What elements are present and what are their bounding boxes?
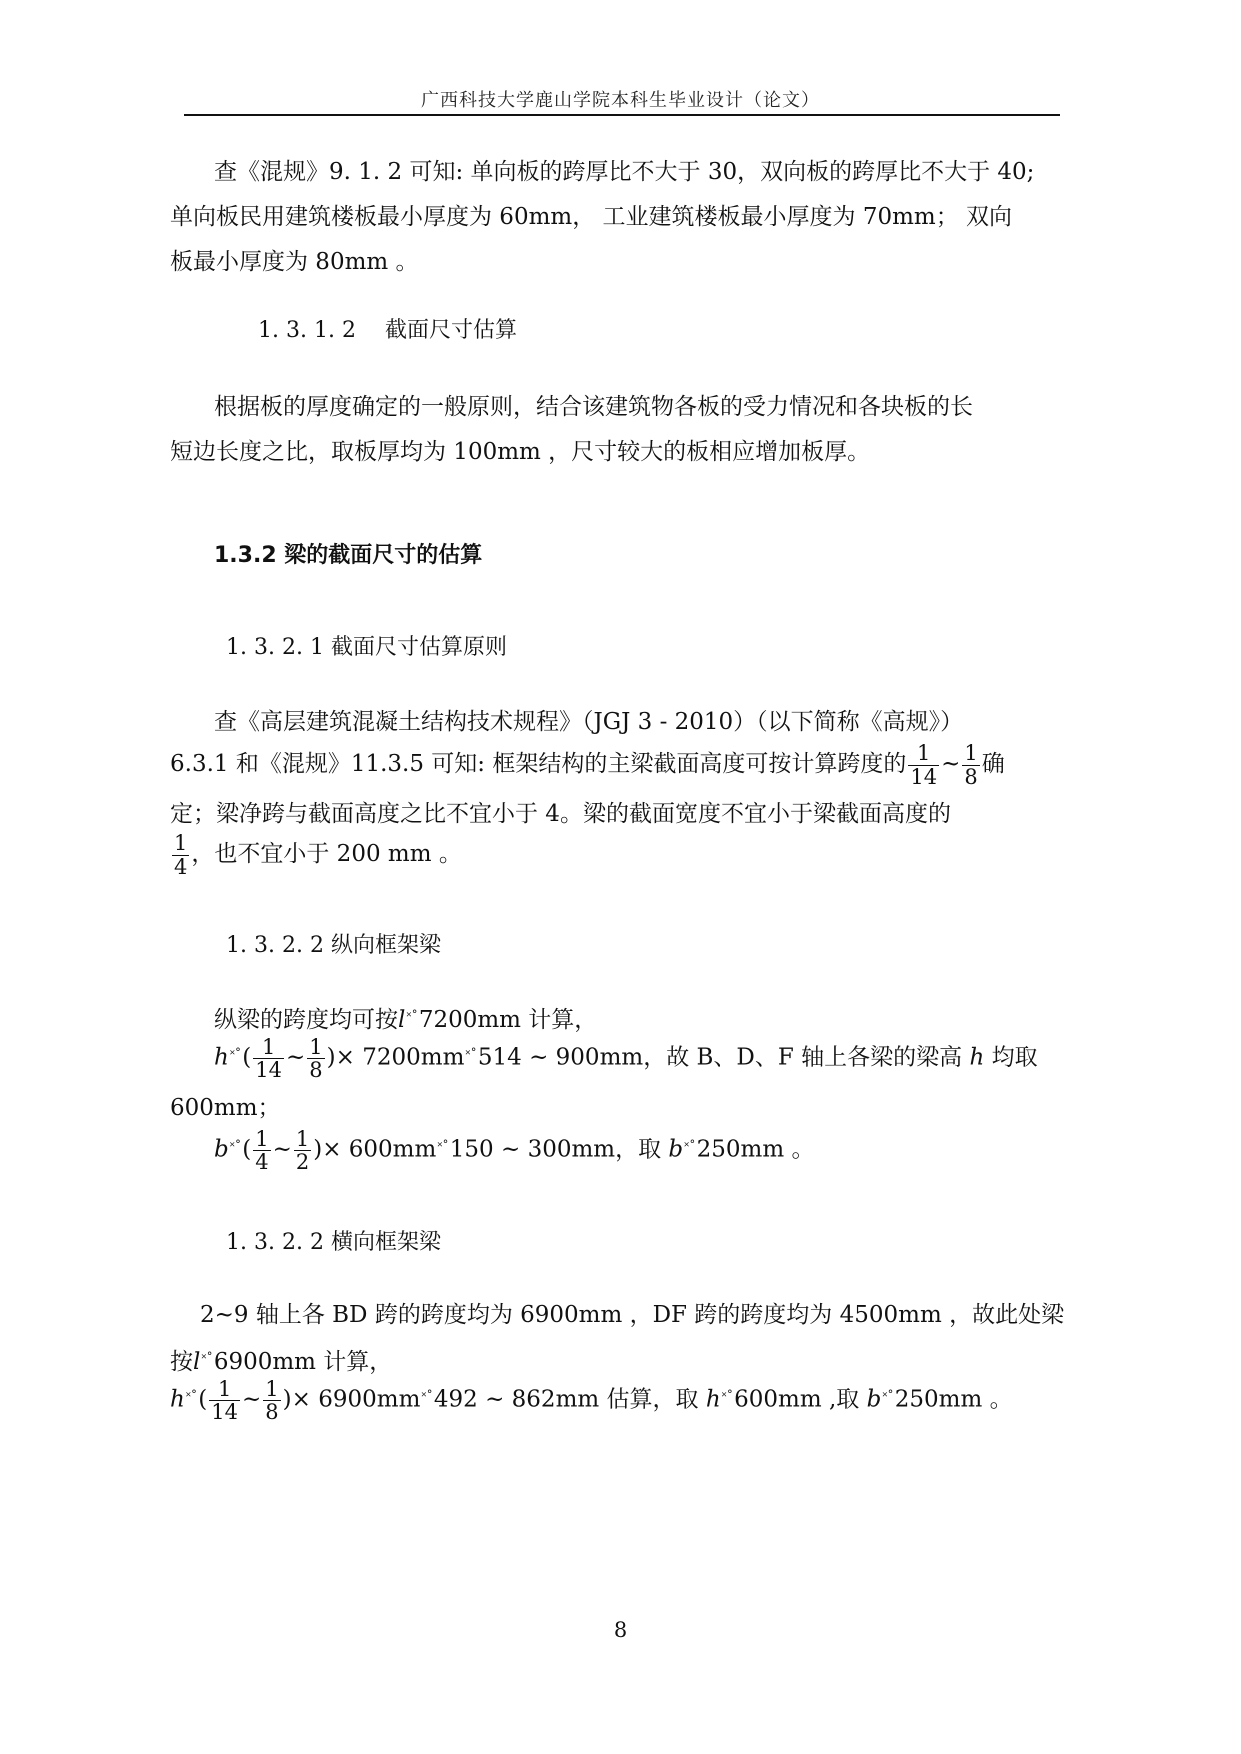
fraction-1-4 — [172, 832, 189, 877]
eq2-tail: ，取 — [615, 1136, 662, 1163]
page-number: 8 — [613, 1618, 628, 1642]
equals-glyph: ˟˚ — [437, 1139, 449, 1155]
fraction-numerator: 1 — [265, 1377, 279, 1401]
section-heading-1321: 1. 3. 2. 1 截面尺寸估算原则 — [226, 635, 507, 660]
section-heading-1312: 1. 3. 1. 2 截面尺寸估算 — [258, 318, 517, 343]
para3-line1: 查《高层建筑混凝土结构技术规程》（JGJ 3 - 2010）（以下简称《高规》） — [214, 709, 964, 735]
section-heading-1322-transverse: 1. 3. 2. 2 横向框架梁 — [226, 1230, 441, 1255]
var-l: l — [193, 1349, 201, 1375]
var-h: h — [214, 1044, 229, 1071]
fraction-1-14 — [253, 1036, 284, 1081]
para4-line1-value: 7200mm 计算， — [418, 1007, 598, 1033]
equals-glyph: ˟˚ — [185, 1389, 198, 1405]
fraction-denominator: 8 — [265, 1400, 279, 1425]
fraction-numerator: 1 — [174, 831, 188, 856]
para5-line2-value: 6900mm 计算， — [213, 1349, 393, 1375]
fraction-numerator: 1 — [964, 741, 978, 766]
para5-line1: 2~9 轴上各 BD 跨的跨度均为 6900mm ，DF 跨的跨度均为 4500mm ，故此处梁 — [200, 1302, 1065, 1328]
para2-line2: 短边长度之比，取板厚均为 100mm ，尺寸较大的板相应增加板厚。 — [170, 439, 871, 465]
eq3-rhs: × 6900mm — [291, 1386, 421, 1413]
para3-line2-text: 6.3.1 和《混规》11.3.5 可知: 框架结构的主梁截面高度可按计算跨度的 — [170, 751, 907, 777]
para3-line4-text: ，也不宜小于 200 mm 。 — [191, 841, 462, 867]
var-b: b — [668, 1136, 684, 1163]
fraction-1-8 — [263, 1378, 280, 1423]
var-h: h — [969, 1044, 985, 1071]
equation-h-transverse: h˟˚( $\frac{1}{14}$ ~ $\frac{1}{8}$ )× 6900mm˟˚492 ~ 862mm 估算，取 h˟˚600mm ,取 b˟˚250mm 。 — [170, 1377, 1013, 1425]
fraction-denominator: 14 — [211, 1400, 239, 1425]
equals-glyph: ˟˚ — [229, 1139, 242, 1155]
para1-line1: 查《混规》9. 1. 2 可知: 单向板的跨厚比不大于 30，双向板的跨厚比不大于 40; — [214, 159, 1035, 185]
equals-glyph: ˟˚ — [721, 1389, 734, 1405]
section-heading-132: 1.3.2 梁的截面尺寸的估算 — [214, 543, 483, 568]
para5-line2-text: 按 — [170, 1349, 193, 1375]
fraction-denominator: 4 — [174, 854, 188, 879]
para2-line1: 根据板的厚度确定的一般原则，结合该建筑物各板的受力情况和各块板的长 — [214, 394, 973, 420]
eq3-b-value: 250mm 。 — [894, 1386, 1013, 1413]
eq3-h-value: 600mm ,取 — [734, 1386, 860, 1413]
var-b: b — [866, 1386, 882, 1413]
equals-glyph: ˟˚ — [465, 1047, 477, 1063]
para4-line1-text: 纵梁的跨度均可按 — [214, 1007, 398, 1033]
para1-line2: 单向板民用建筑楼板最小厚度为 60mm， 工业建筑楼板最小厚度为 70mm； 双向 — [170, 204, 1013, 230]
eq1-tail: ，故 B、D、F 轴上各梁的梁高 — [643, 1044, 963, 1071]
fraction-numerator: 1 — [255, 1127, 269, 1151]
eq3-result: 492 ~ 862mm 估算，取 — [433, 1386, 699, 1413]
section-heading-1322-longitudinal: 1. 3. 2. 2 纵向框架梁 — [226, 933, 441, 958]
para1-line3: 板最小厚度为 80mm 。 — [170, 249, 419, 275]
equation-h-longitudinal: h˟˚( $\frac{1}{14}$ ~ $\frac{1}{8}$ )× 7200mm˟˚514 ~ 900mm，故 B、D、F 轴上各梁的梁高 h 均取 — [214, 1035, 1038, 1083]
fraction-numerator: 1 — [295, 1127, 310, 1151]
tilde: ~ — [941, 751, 961, 777]
eq2-result: 150 ~ 300mm — [449, 1136, 616, 1163]
var-h: h — [170, 1386, 185, 1413]
var-b: b — [214, 1136, 229, 1163]
fraction-numerator: 1 — [209, 1378, 240, 1401]
fraction-denominator: 14 — [255, 1058, 283, 1083]
equals-glyph: ˟˚ — [684, 1139, 696, 1155]
fraction-numerator: 1 — [253, 1036, 284, 1059]
fraction-1-2 — [294, 1128, 311, 1173]
page-header-title: 广西科技大学鹿山学院本科生毕业设计（论文） — [421, 90, 820, 111]
fraction-1-4 — [253, 1128, 270, 1173]
header-rule — [184, 114, 1060, 116]
fraction-numerator: 1 — [908, 742, 939, 765]
para3-line3: 定；梁净跨与截面高度之比不宜小于 4。梁的截面宽度不宜小于梁截面高度的 — [170, 801, 951, 827]
equals-glyph: ˟˚ — [229, 1047, 242, 1063]
equals-glyph: ˟˚ — [421, 1389, 433, 1405]
equation-b-longitudinal: b˟˚( $\frac{1}{4}$ ~ $\frac{1}{2}$ )× 600mm˟˚150 ~ 300mm，取 b˟˚250mm 。 — [214, 1127, 815, 1175]
fraction-denominator: 2 — [295, 1150, 310, 1175]
para3-line2-end: 确 — [981, 751, 1005, 777]
para3-line2 — [170, 742, 1005, 788]
eq1-rhs: × 7200mm — [335, 1044, 465, 1071]
equals-glyph: ˟˚ — [406, 1010, 418, 1025]
fraction-1-8 — [962, 742, 979, 787]
var-h: h — [705, 1386, 721, 1413]
fraction-denominator: 8 — [964, 764, 978, 789]
equals-glyph: ˟˚ — [882, 1389, 894, 1405]
para4-line3: 600mm； — [170, 1095, 281, 1121]
para3-line4 — [170, 832, 462, 878]
equals-glyph: ˟˚ — [201, 1352, 213, 1367]
eq2-rhs: × 600mm — [322, 1136, 437, 1163]
fraction-1-14 — [908, 742, 939, 787]
fraction-denominator: 4 — [255, 1150, 269, 1175]
fraction-1-8 — [307, 1036, 324, 1081]
var-l: l — [398, 1007, 406, 1033]
fraction-numerator: 1 — [309, 1035, 323, 1059]
eq2-value: 250mm 。 — [696, 1136, 815, 1163]
fraction-denominator: 8 — [309, 1058, 323, 1083]
eq1-tail2: 均取 — [991, 1044, 1038, 1071]
eq1-result: 514 ~ 900mm — [477, 1044, 644, 1071]
fraction-1-14 — [209, 1378, 240, 1423]
fraction-denominator: 14 — [910, 764, 938, 789]
